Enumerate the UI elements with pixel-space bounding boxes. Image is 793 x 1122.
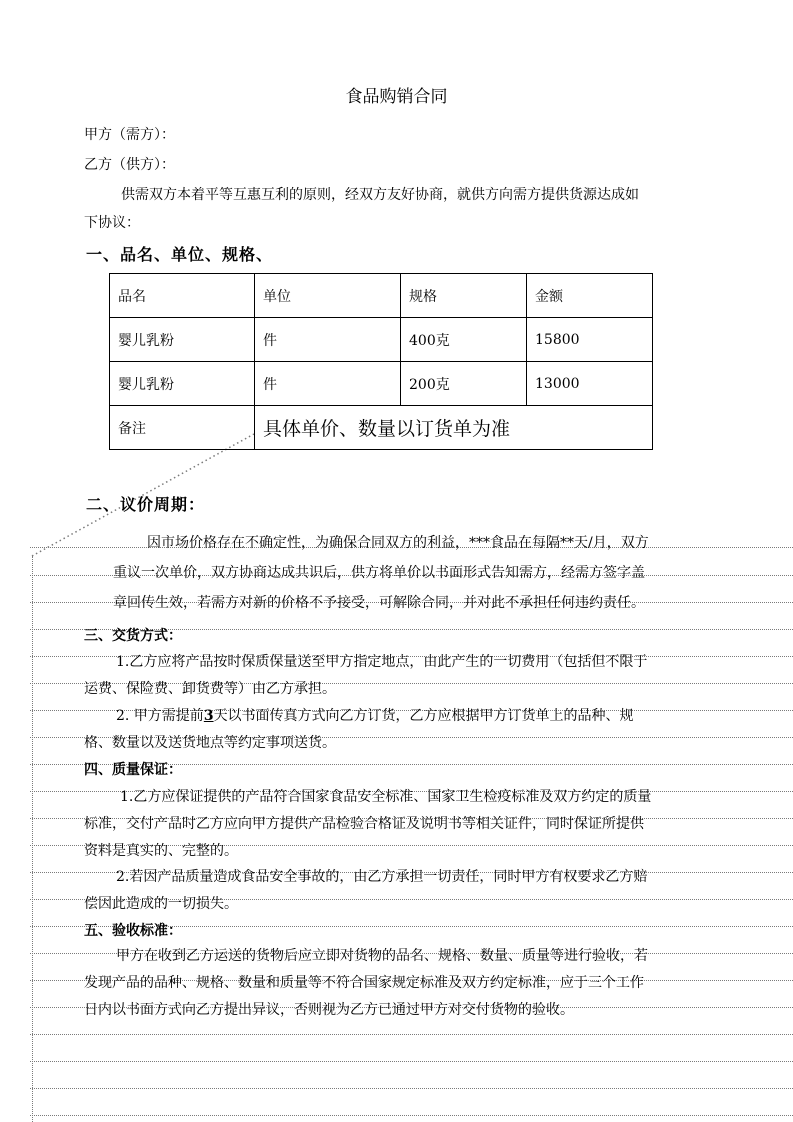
table-header-cell: 品名 [110, 274, 255, 318]
delivery-item2-rest: 天以书面传真方式向乙方订货，乙方应根据甲方订货单上的品种、规 [213, 708, 634, 724]
paragraph-line: 偿因此造成的一切损失。 [84, 896, 238, 912]
section-heading-delivery: 三、交货方式： [84, 628, 182, 644]
table-note-row [110, 406, 653, 450]
dotted-guide-line [30, 1061, 793, 1062]
document-title: 食品购销合同 [345, 87, 448, 107]
table-row [110, 362, 653, 406]
paragraph-line: 资料是真实的、完整的。 [84, 843, 238, 859]
dotted-guide-vertical [32, 556, 33, 1122]
table-cell: 400克 [401, 318, 527, 362]
paragraph-line [116, 705, 634, 725]
paragraph-line: 1.乙方应保证提供的产品符合国家食品安全标准、国家卫生检疫标准及双方约定的质量 [120, 789, 652, 805]
paragraph-line: 标准，交付产品时乙方应向甲方提供产品检验合格证及说明书等相关证件，同时保证所提供 [84, 816, 644, 832]
intro-line: 下协议： [84, 215, 140, 231]
section-heading-products: 一、品名、单位、规格、 [86, 245, 274, 264]
table-header-row [110, 274, 653, 318]
paragraph-line: 运费、保险费、卸货费等）由乙方承担。 [84, 681, 336, 697]
paragraph-line: 格、数量以及送货地点等约定事项送货。 [84, 735, 336, 751]
delivery-item2-prefix: 2. 甲方需提前 [116, 708, 204, 724]
dotted-guide-line [30, 1034, 793, 1035]
section-heading-pricing: 二、议价周期： [86, 495, 206, 514]
section-heading-acceptance: 五、验收标准： [84, 923, 182, 939]
table-cell: 婴儿乳粉 [110, 362, 255, 406]
table-note-value: 具体单价、数量以订货单为准 [255, 406, 653, 450]
dotted-guide-line [30, 1088, 793, 1089]
table-header-cell: 规格 [401, 274, 527, 318]
paragraph-line: 1.乙方应将产品按时保质保量送至甲方指定地点，由此产生的一切费用（包括但不限于 [116, 654, 648, 670]
advance-days-value: 3 [203, 708, 214, 724]
table-header-cell: 金额 [527, 274, 653, 318]
paragraph-line: 因市场价格存在不确定性，为确保合同双方的利益，***食品在每隔**天/月，双方 [147, 535, 649, 551]
paragraph-line: 发现产品的品种、规格、数量和质量等不符合国家规定标准及双方约定标准，应于三个工作 [84, 975, 644, 991]
party-a-line: 甲方（需方）： [84, 127, 175, 143]
table-header-cell: 单位 [255, 274, 401, 318]
paragraph-line: 甲方在收到乙方运送的货物后应立即对货物的品名、规格、数量、质量等进行验收，若 [116, 948, 648, 964]
table-row [110, 318, 653, 362]
paragraph-line: 日内以书面方式向乙方提出异议，否则视为乙方已通过甲方对交付货物的验收。 [84, 1002, 574, 1018]
table-cell: 婴儿乳粉 [110, 318, 255, 362]
table-cell: 13000 [527, 362, 653, 406]
section-heading-quality: 四、质量保证： [84, 762, 182, 778]
paragraph-line: 章回传生效，若需方对新的价格不予接受，可解除合同，并对此不承担任何违约责任。 [113, 595, 645, 611]
table-cell: 件 [255, 318, 401, 362]
paragraph-line: 重议一次单价，双方协商达成共识后，供方将单价以书面形式告知需方，经需方签字盖 [113, 565, 645, 581]
table-cell: 件 [255, 362, 401, 406]
product-spec-table [109, 273, 653, 450]
table-note-label: 备注 [110, 406, 255, 450]
party-b-line: 乙方（供方）： [84, 157, 175, 173]
table-cell: 200克 [401, 362, 527, 406]
table-cell: 15800 [527, 318, 653, 362]
dotted-guide-line [30, 1115, 793, 1116]
paragraph-line: 2.若因产品质量造成食品安全事故的，由乙方承担一切责任，同时甲方有权要求乙方赔 [116, 869, 648, 885]
intro-line: 供需双方本着平等互惠互利的原则，经双方友好协商，就供方向需方提供货源达成如 [121, 187, 639, 203]
